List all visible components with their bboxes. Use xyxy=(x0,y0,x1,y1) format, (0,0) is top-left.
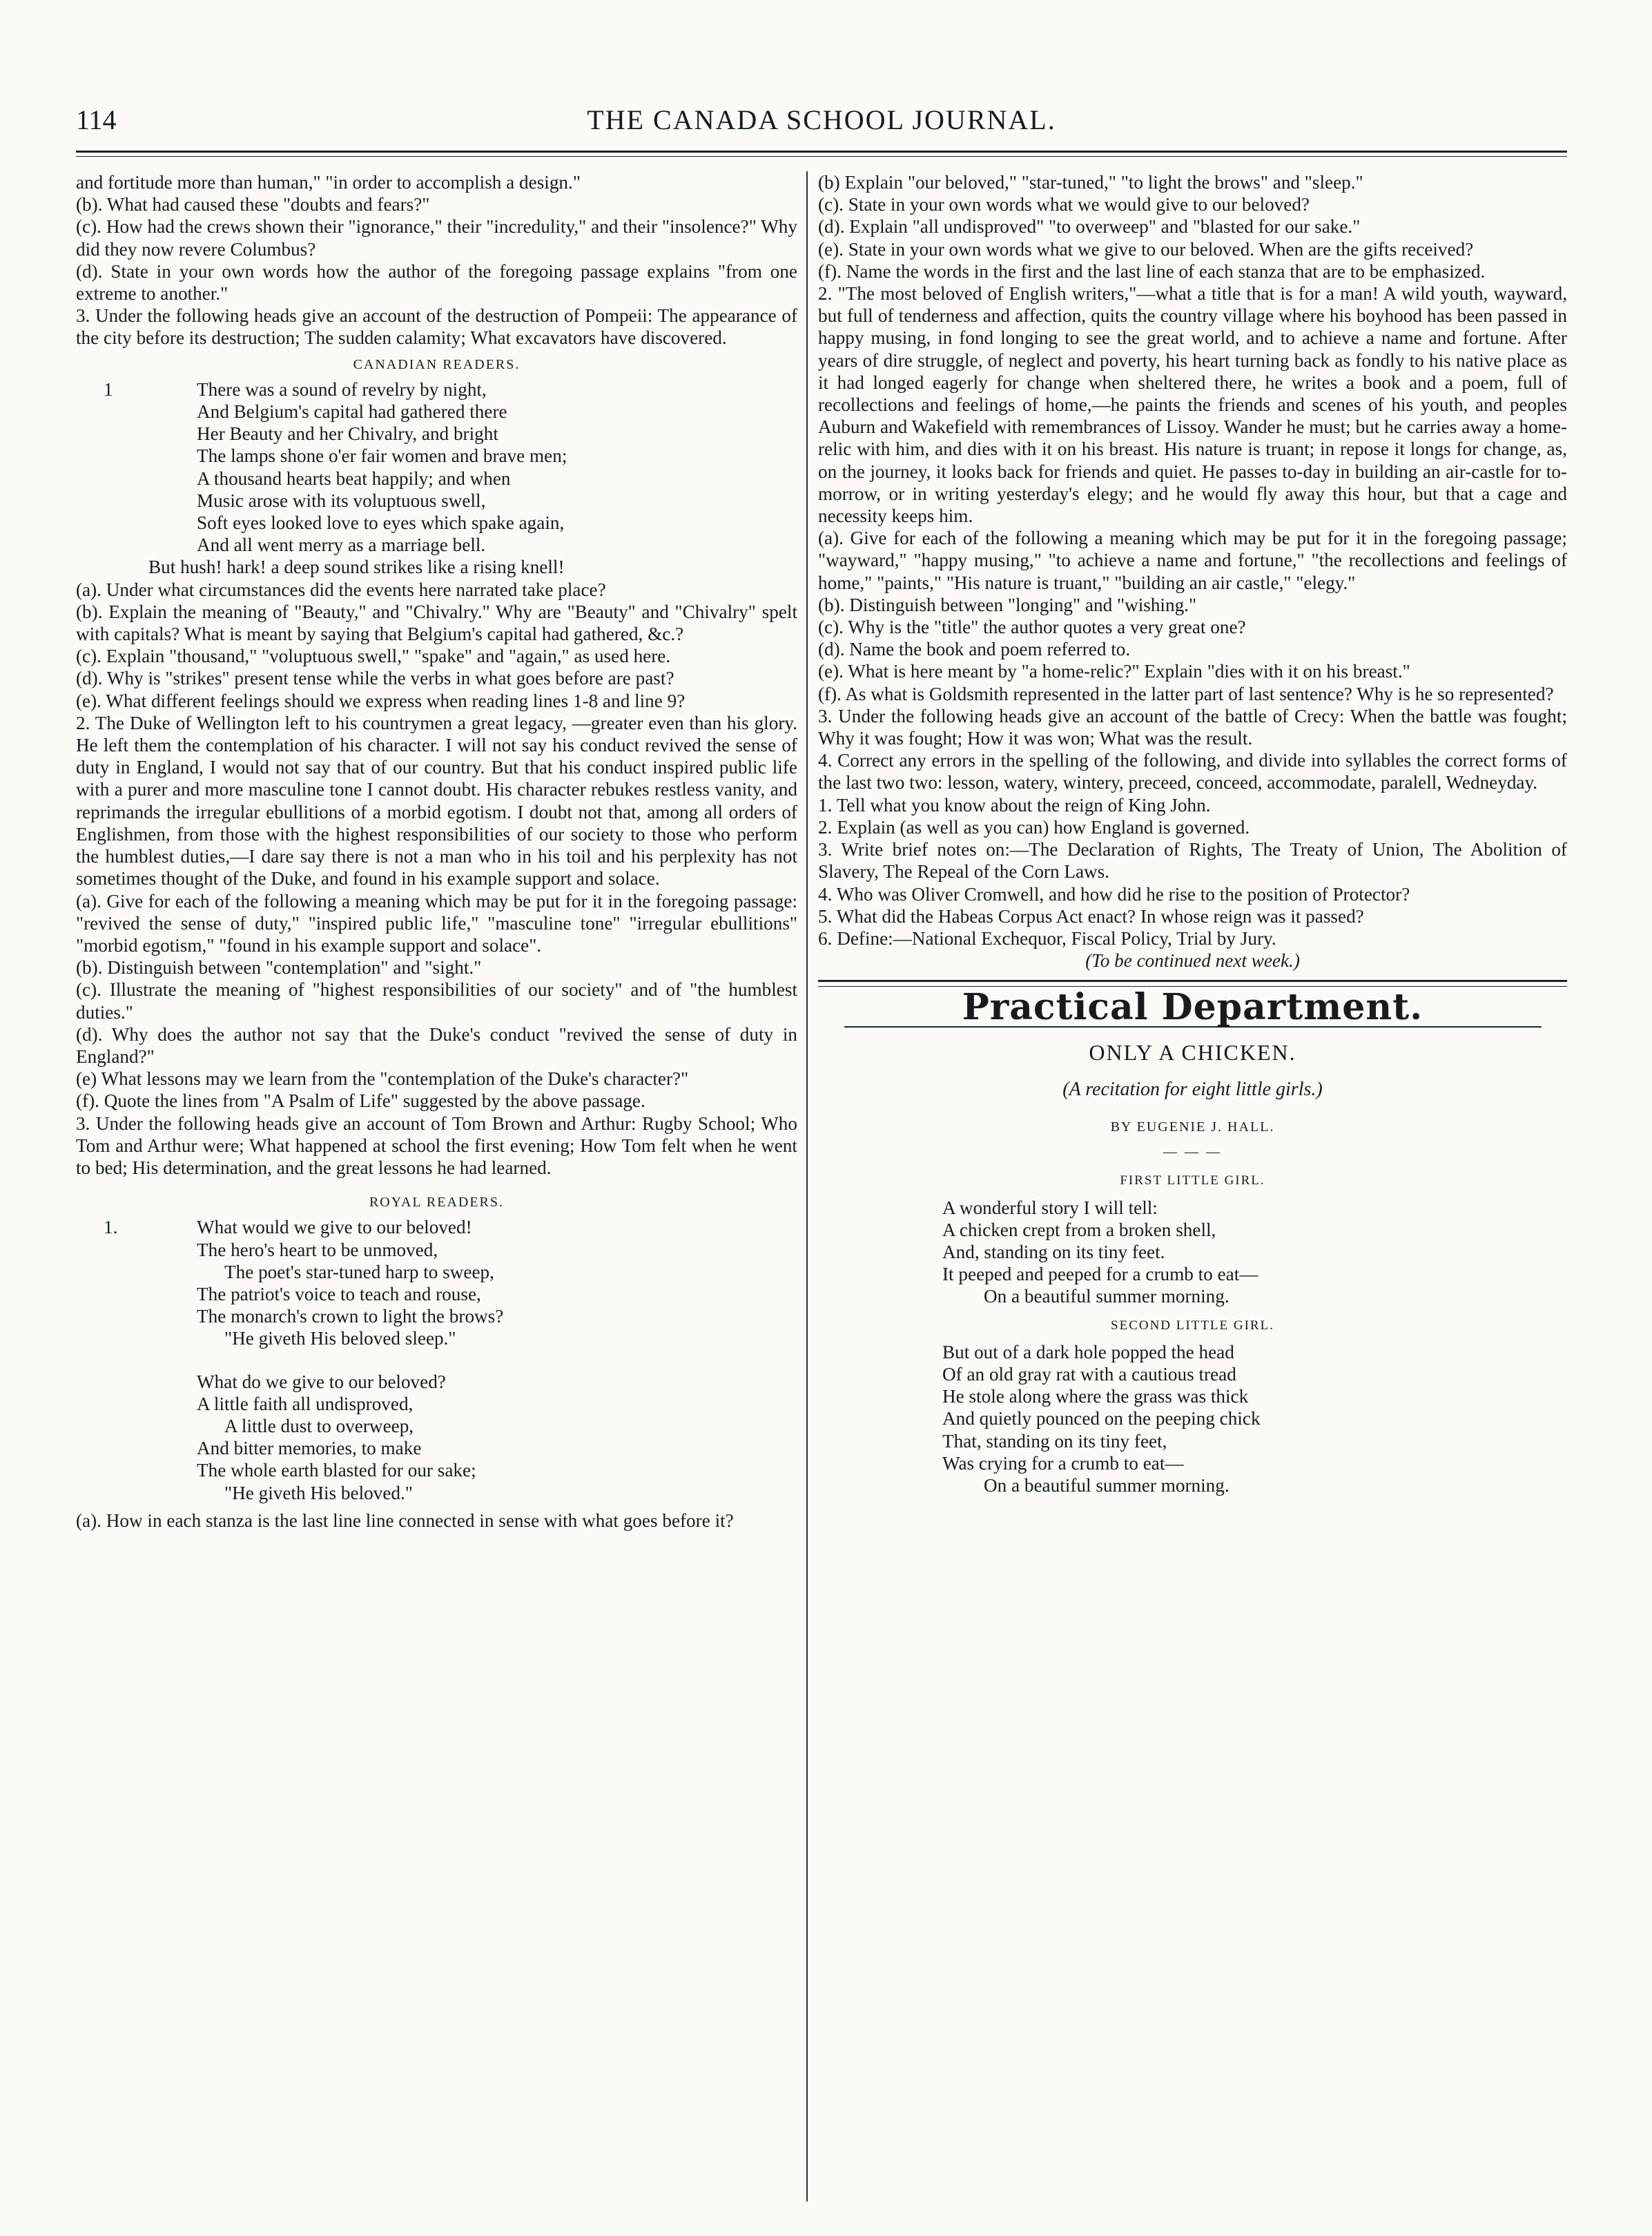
header-rule-thin xyxy=(76,156,1567,157)
piece-title: ONLY A CHICKEN. xyxy=(1089,1039,1296,1065)
paragraph: 2. "The most beloved of English writers,"—what a title that is for a man! A wild youth, wayward, but full of tenderness and affection, quits the country village where his boyhood has been passed in happy musing, in fond longing to see the great world, and to achieve a name and fortune. After years of dire struggle, of neglect and poverty, his heart turning back as fondly to his native place as it had longed eagerly for change when sheltered there, he writes a book and a poem, full of recollections and feelings of home,—he paints the friends and scenes of his youth, and peoples Auburn and Wakefield with remembrances of Lissoy. Wander he must; but he carries away a home-relic with him, and dies with it on his breast. His nature is truant; in repose it longs for change, as, on the journey, it looks back for friends and quiet. He passes to-day in building an air-castle for to-morrow, or in writing yesterday's elegy; and he would fly away this hour, but that a cage and necessity keeps him. xyxy=(818,283,1567,527)
poem-line: A little dust to overweep, xyxy=(224,1415,414,1436)
verse-line: And quietly pounced on the peeping chick xyxy=(942,1408,1261,1429)
speaker-label: SECOND LITTLE GIRL. xyxy=(1111,1318,1274,1333)
poem-line: Soft eyes looked love to eyes which spake again, xyxy=(197,512,565,534)
poem-line: And bitter memories, to make xyxy=(197,1438,422,1459)
question: (b). Explain the meaning of "Beauty," and "Chivalry." Why are "Beauty" and "Chivalry" spelt with capitals? What is meant by saying that Belgium's capital had gathered, &c.? xyxy=(76,601,797,645)
question: (f). Name the words in the first and the last line of each stanza that are to be emphasized. xyxy=(818,260,1486,282)
page-header xyxy=(76,104,1567,145)
poem-line: A thousand hearts beat happily; and when xyxy=(197,468,511,489)
question: 6. Define:—National Exchequor, Fiscal Policy, Trial by Jury. xyxy=(818,927,1276,949)
question: 3. Under the following heads give an account of Tom Brown and Arthur: Rugby School; Who Tom and Arthur were; What happened at school the first evening; How Tom felt when he went to bed; His determination, and the great lessons he had learned. xyxy=(76,1112,797,1178)
speaker-label: FIRST LITTLE GIRL. xyxy=(1120,1173,1265,1188)
question: (f). Quote the lines from "A Psalm of Life" suggested by the above passage. xyxy=(76,1090,645,1112)
question: 4. Who was Oliver Cromwell, and how did he rise to the position of Protector? xyxy=(818,883,1410,905)
question: (c). How had the crews shown their "ignorance," their "incredulity," and their "insolence?" Why did they now revere Columbus? xyxy=(76,216,797,260)
poem-line: The hero's heart to be unmoved, xyxy=(197,1239,438,1260)
right-column xyxy=(818,171,1567,1496)
poem-line: Music arose with its voluptuous swell, xyxy=(197,490,486,511)
continued-note: (To be continued next week.) xyxy=(1085,950,1300,972)
section-heading-royal-readers: ROYAL READERS. xyxy=(369,1195,505,1211)
header-rule-thick xyxy=(76,151,1567,153)
question: 3. Under the following heads give an account of the destruction of Pompeii: The appearance of the city before its destruction; The sudden calamity; What excavators have discovered. xyxy=(76,305,797,349)
question: 5. What did the Habeas Corpus Act enact? In whose reign was it passed? xyxy=(818,905,1364,927)
running-title: THE CANADA SCHOOL JOURNAL. xyxy=(587,104,1056,135)
question: (b). Distinguish between "longing" and "wishing." xyxy=(818,594,1197,615)
question: 3. Under the following heads give an account of the battle of Crecy: When the battle was fought; Why it was fought; How it was won; What was the result. xyxy=(818,705,1567,749)
section-heading-canadian-readers: CANADIAN READERS. xyxy=(353,356,521,372)
question: 2. Explain (as well as you can) how England is governed. xyxy=(818,816,1250,838)
poem-line: There was a sound of revelry by night, xyxy=(197,378,487,400)
question: (a). Give for each of the following a meaning which may be put for it in the foregoing passage: "revived the sense of duty," "inspired public life," "masculine tone" "irregular ebullitions" "morbid egotism," "found in his example support and solace". xyxy=(76,890,797,956)
poem-line: Her Beauty and her Chivalry, and bright xyxy=(197,423,498,445)
question: (c). State in your own words what we would give to our beloved? xyxy=(818,194,1310,215)
poem-line: The poet's star-tuned harp to sweep, xyxy=(224,1261,494,1282)
verse-line: It peeped and peeped for a crumb to eat— xyxy=(942,1264,1259,1285)
verse-line: A wonderful story I will tell: xyxy=(942,1197,1158,1218)
paragraph: and fortitude more than human," "in order to accomplish a design." xyxy=(76,172,581,193)
poem-line: But hush! hark! a deep sound strikes like a rising knell! xyxy=(148,557,565,578)
verse-line: He stole along where the grass was thick xyxy=(942,1386,1249,1407)
question: (e). State in your own words what we give to our beloved. When are the gifts received? xyxy=(818,238,1474,260)
left-column xyxy=(76,171,797,1532)
poem-line: A little faith all undisproved, xyxy=(197,1393,414,1414)
question: (d). State in your own words how the author of the foregoing passage explains "from one extreme to another." xyxy=(76,260,797,305)
poem-beloved xyxy=(76,1216,797,1503)
piece-subtitle: (A recitation for eight little girls.) xyxy=(1062,1078,1323,1100)
verse-line: But out of a dark hole popped the head xyxy=(942,1341,1234,1362)
question: (e). What different feelings should we express when reading lines 1-8 and line 9? xyxy=(76,690,686,711)
question: (d). Why does the author not say that the Duke's conduct "revived the sense of duty in England?" xyxy=(76,1023,797,1067)
question: (d). Explain "all undisproved" "to overweep" and "blasted for our sake." xyxy=(818,216,1361,238)
poem-revelry xyxy=(76,378,797,557)
question: (e). What is here meant by "a home-relic?" Explain "dies with it on his breast." xyxy=(818,661,1410,682)
question: (b). Distinguish between "contemplation" and "sight." xyxy=(76,957,482,979)
question: (f). As what is Goldsmith represented in the latter part of last sentence? Why is he so represented? xyxy=(818,683,1554,704)
poem-line: What would we give to our beloved! xyxy=(197,1217,472,1238)
question: (a). How in each stanza is the last line line connected in sense with what goes before it? xyxy=(76,1510,734,1531)
section-rule-thick xyxy=(818,980,1567,982)
paragraph: 2. The Duke of Wellington left to his countrymen a great legacy, —greater even than his glory. He left them the contemplation of his character. I will not say his conduct revived the sense of duty in England, I would not say that of our country. But that his conduct inspired public life with a purer and more masculine tone I cannot doubt. His character rebukes restless vanity, and reprimands the irregular ebullitions of a morbid egotism. I doubt not that, among all orders of Englishmen, from those with the highest responsibilities of our society to those who perform the humblest duties,—I dare say there is not a man who in his toil and his perplexity has not sometimes thought of the Duke, and found in his example support and solace. xyxy=(76,712,797,889)
verse-line: Was crying for a crumb to eat— xyxy=(942,1452,1184,1474)
question: (c). Why is the "title" the author quotes a very great one? xyxy=(818,617,1246,638)
question: (a). Under what circumstances did the events here narrated take place? xyxy=(76,579,606,600)
question: 3. Write brief notes on:—The Declaration of Rights, The Treaty of Union, The Abolition of Slavery, The Repeal of the Corn Laws. xyxy=(818,839,1567,883)
verse-second-girl xyxy=(818,1341,1567,1496)
poem-line: "He giveth His beloved." xyxy=(224,1482,413,1503)
poem-line: And Belgium's capital had gathered there xyxy=(197,401,507,423)
question: (e) What lessons may we learn from the "contemplation of the Duke's character?" xyxy=(76,1068,689,1090)
verse-first-girl xyxy=(818,1197,1567,1308)
poem-line: "He giveth His beloved sleep." xyxy=(224,1328,456,1349)
question: (b) Explain "our beloved," "star-tuned," "to light the brows" and "sleep." xyxy=(818,172,1363,193)
poem-line: The lamps shone o'er fair women and brave men; xyxy=(197,445,567,467)
byline: BY EUGENIE J. HALL. xyxy=(1110,1119,1275,1135)
section-title: Practical Department. xyxy=(962,986,1423,1029)
poem-line: The patriot's voice to teach and rouse, xyxy=(197,1283,481,1304)
question: (c). Explain "thousand," "voluptuous swell," "spake" and "again," as used here. xyxy=(76,646,671,667)
question: (d). Why is "strikes" present tense while the verbs in what goes before are past? xyxy=(76,668,674,689)
poem-number: 1 xyxy=(104,378,113,400)
journal-page xyxy=(76,104,1567,2210)
verse-line: Of an old gray rat with a cautious tread xyxy=(942,1363,1236,1385)
poem-line: The monarch's crown to light the brows? xyxy=(197,1306,504,1327)
verse-line: That, standing on its tiny feet, xyxy=(942,1430,1167,1452)
question: 4. Correct any errors in the spelling of the following, and divide into syllables the correct forms of the last two two: lesson, watery, wintery, preceed, conceed, accommodate, paralell, Wedneyday. xyxy=(818,750,1567,793)
question: 1. Tell what you know about the reign of King John. xyxy=(818,794,1211,816)
poem-line: What do we give to our beloved? xyxy=(197,1371,446,1392)
question: (a). Give for each of the following a meaning which may be put for it in the foregoing passage; "wayward," "happy musing," "to achieve a name and fortune," "the recollections and feelings of home," "paints," "His nature is truant," "building an air castle," "elegy." xyxy=(818,528,1567,593)
poem-line: And all went merry as a marriage bell. xyxy=(197,534,486,556)
poem-number: 1. xyxy=(104,1217,118,1238)
verse-line: A chicken crept from a broken shell, xyxy=(942,1219,1216,1240)
page-number: 114 xyxy=(76,104,117,135)
verse-line: On a beautiful summer morning. xyxy=(984,1474,1230,1496)
verse-line: On a beautiful summer morning. xyxy=(984,1286,1230,1307)
column-divider xyxy=(806,171,808,2201)
question: (b). What had caused these "doubts and fears?" xyxy=(76,194,430,215)
byline-dash: — — — xyxy=(1163,1144,1222,1160)
verse-line: And, standing on its tiny feet. xyxy=(942,1241,1165,1262)
question: (c). Illustrate the meaning of "highest responsibilities of our society" and of "the humblest duties." xyxy=(76,979,797,1023)
poem-line: The whole earth blasted for our sake; xyxy=(197,1460,476,1481)
question: (d). Name the book and poem referred to. xyxy=(818,639,1131,660)
